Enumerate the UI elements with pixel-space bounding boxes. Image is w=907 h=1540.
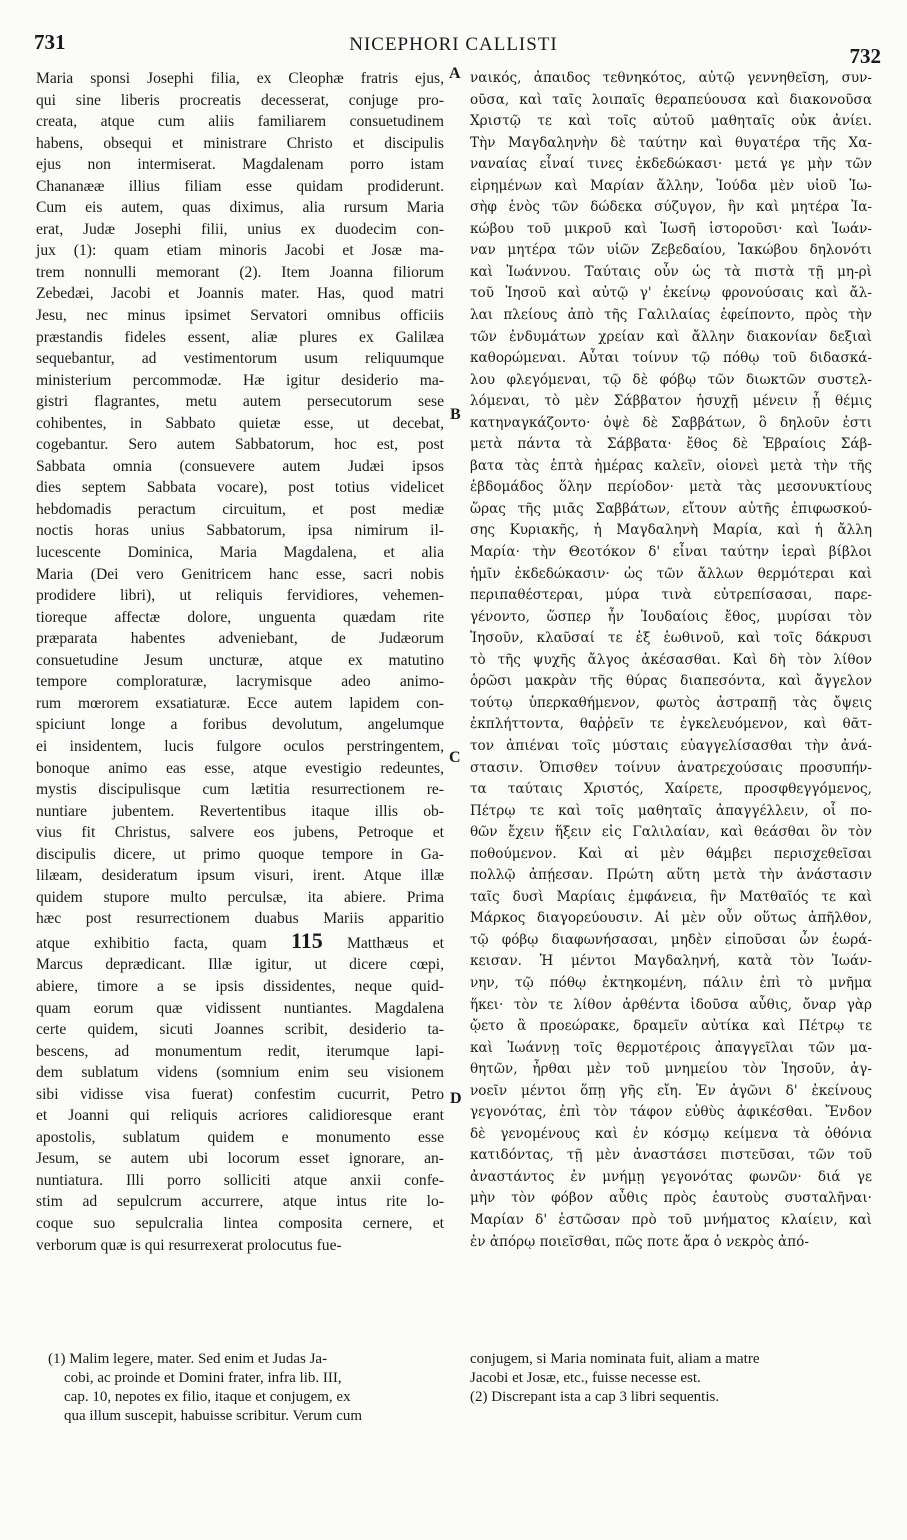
greek-text-line: ἑβδομάδος ὅλην περίοδον· μετὰ τὰς μεσονυκτίους: [470, 479, 872, 496]
greek-text-line: πολλῷ ἀπῄεσαν. Πρώτη αὕτη μετὰ τὴν ἀνάστασιν: [470, 867, 872, 884]
greek-text-line: ἥκει· τὸν τε λίθον ἀρθέντα ἰδοῦσα αὖθις, ὄναρ γὰρ: [470, 996, 872, 1013]
latin-text-line: bescens, ad monumentum redit, iterumque lapi-: [36, 1042, 444, 1060]
latin-text-line: consuetudine Jesum uncturæ, atque ex matutino: [36, 651, 444, 669]
latin-text-line: bonoque animo eas esse, atque evestigio redeuntes,: [36, 759, 444, 777]
greek-text-line: τούτῳ ὑπερκαθήμενον, φωτὸς ἀστραπῇ τὰς ὄψεις: [470, 694, 872, 711]
greek-text-line: οῦσα, καὶ ταῖς λοιπαῖς θεραπεύουσα καὶ διακονοῦσα: [470, 91, 872, 108]
footnote-line: cap. 10, nepotes ex filio, itaque et conjugem, ex: [64, 1389, 351, 1405]
latin-text-line: præparata habentes adveniebant, de Judæorum: [36, 630, 444, 648]
latin-text-line: lilæam, desideratum ipsum visuri, irent. Atque illæ: [36, 867, 444, 885]
greek-text-line: ἡμῖν ἐκδεδώκασιν· ὡς τῶν ἄλλων θερμότεραι καὶ: [470, 565, 872, 582]
greek-text-line: θητῶν, ἦρθαι μὲν τοῦ μνημείου τὸν Ἰησοῦν, ἀγ-: [470, 1061, 872, 1078]
greek-text-line: κώβου τοῦ μικροῦ καὶ Ἰωσῆ ἱστοροῦσι· καὶ Ἰωάν-: [470, 220, 872, 237]
footnote-line: conjugem, si Maria nominata fuit, aliam a matre: [470, 1351, 760, 1367]
greek-text-line: μετὰ πάντα τὰ Σάββατα· ἔθος δὲ Ἑβραίοις Σάβ-: [470, 436, 872, 453]
greek-text-line: ναναίας εἶναί τινες ἐκδεδώκασι· μετά γε μὴν τῶν: [470, 156, 872, 173]
greek-text-line: γένοντο, ὥσπερ ἦν Ἰουδαίοις ἔθος, μυρίσαι τὸν: [470, 608, 872, 625]
latin-text-line: prodidere libri), ut reliquis fervidiores, vehemen-: [36, 587, 444, 605]
greek-text-line: ναικός, ἀπαιδος τεθνηκότος, αὐτῷ γεννηθεῖση, συν-: [470, 70, 872, 86]
latin-text-line: creata, atque cum aliis familiarem consuetudinem: [36, 113, 444, 131]
greek-text-line: τὸ τῆς ψυχῆς ἄλγος ἀκέσασθαι. Καὶ δὴ τὸν λίθον: [470, 651, 872, 668]
latin-text-line: sequebantur, ad vestimentorum usum reliquumque: [36, 350, 444, 368]
latin-text-line: et Joanni qui reliquis acriores calidioresque erant: [36, 1107, 444, 1125]
greek-text-line: Χριστῷ τε καὶ τοῖς αὐτοῦ μαθηταῖς οὐκ ἀνίει.: [470, 113, 872, 130]
greek-text-line: Μαρία· τὴν Θεοτόκον δ' εἶναι ταύτην ἱεραὶ βίβλοι: [470, 544, 872, 561]
latin-text-line: noctis horas unius Sabbatorum, ipsa nimirum il-: [36, 522, 444, 540]
latin-text-line: verborum quæ is qui resurrexerat prolocutus fue-: [36, 1236, 342, 1254]
latin-text-line: qui sine liberis procreatis decesserat, conjuge pro-: [36, 91, 444, 109]
footnote-line: cobi, ac proinde et Domini frater, infra lib. III,: [64, 1370, 342, 1386]
greek-text-line: Μαρίαν δ' ἑστῶσαν πρὸ τοῦ μνήματος κλαίειν, καὶ: [470, 1211, 872, 1228]
greek-text-line: τα ταύταις Χριστός, Χαίρετε, προσφθεγγόμενος,: [470, 781, 872, 798]
latin-text-line: lucescente Dominica, Maria Magdalena, et alia: [36, 544, 444, 562]
latin-text-line: hæc post resurrectionem duabus Mariis apparitio: [36, 910, 444, 928]
greek-text-line: ταῖς δυσὶ Μαρίαις ἐμφάνεια, ἣν Ματθαῖός τε καὶ: [470, 888, 872, 905]
latin-text-line: tioreque affectæ dolore, unguenta quædam rite: [36, 608, 444, 626]
page-number-right: 732: [849, 44, 881, 68]
footnote-line: (2) Discrepant ista a cap 3 libri sequentis.: [470, 1389, 720, 1405]
greek-text-line: λαι πλείους ἀπὸ τῆς Γαλιλαίας ἐφείποντο, πρὸς τὴν: [470, 307, 872, 324]
greek-text-line: νην, τῷ πόθῳ ἐκτηκομένη, πάλιν ἐπὶ τὸ μνῆμα: [470, 974, 872, 991]
greek-text-line: καὶ Ἰωάννῃ τοῖς θερμοτέροις ἀπαγγεῖλαι τῶν μα-: [470, 1039, 872, 1056]
bold-page-marker: 115: [290, 927, 323, 953]
latin-text-line: cohibentes, in Sabbato quietæ esse, ut decebat,: [36, 414, 444, 432]
latin-text-line: Jesu, nec minus ipsimet Servatori omnibus officiis: [36, 307, 444, 325]
latin-text-line: ministerium percommodæ. Hæ igitur desiderio ma-: [36, 371, 444, 389]
greek-text-line: τοῦ Ἰησοῦ καὶ αὐτῷ γ' ἐκείνῳ φρονούσαις καὶ ἄλ-: [470, 285, 872, 302]
greek-text-line: ὁρῶσι μακρὰν τῆς θύρας διαπεσόντα, καὶ ἄγγελον: [470, 673, 872, 690]
latin-text-line: Maria (Dei vero Genitricem hanc esse, sacri nobis: [36, 565, 444, 583]
page-number-left: 731: [34, 30, 66, 54]
latin-text-line: abiere, timore a se ipsis dissidentes, neque quid-: [36, 977, 444, 995]
greek-text-line: δὲ γενομένους καὶ ἐν κόσμῳ κείμενα τὰ ὀθόνια: [470, 1125, 872, 1142]
latin-text-line: Cum eis autem, quas diximus, alia rursum Maria: [36, 199, 444, 217]
latin-text-line: stim ad sepulcrum accurrere, atque intus rite lo-: [36, 1193, 444, 1211]
latin-text-line: tempore comploraturæ, lacrymisque adeo animo-: [36, 673, 444, 691]
latin-text-line: mystis discipulisque cum lætitia resurrectionem re-: [36, 781, 444, 799]
latin-text-line: vius fit Christus, salvere eos jubens, Petroque et: [36, 824, 444, 842]
latin-text-line: quidem stupore multo perculsæ, ita abiere. Prima: [36, 888, 444, 906]
greek-text-line: τον ἀπιέναι τοῖς μύσταις εὐαγγελίσασθαι τὴν ἀνά-: [470, 737, 872, 754]
latin-text-line: nuntiare jubentem. Revertentibus itaque illis ob-: [36, 802, 444, 820]
latin-text-line: hebdomadis peractum circuitum, et post mediæ: [36, 500, 444, 518]
margin-letter-b: B: [450, 406, 461, 423]
latin-text-line: quam eorum quæ vidissent nuntiantes. Magdalena: [36, 999, 444, 1017]
greek-text-line: νοεῖν μέντοι ὅπῃ γῆς εἴη. Ἐν ἀγῶνι δ' ἐκείνους: [470, 1082, 872, 1099]
greek-text-line: Ἰησοῦν, κλαῦσαί τε ἐξ ἑωθινοῦ, καὶ τοῖς δάκρυσι: [470, 630, 872, 647]
latin-text-line: gistri flagrantes, metu autem persecutorum sese: [36, 393, 444, 411]
greek-text-line: κατηναγκάζοντο· ὀψὲ δὲ Σαββάτων, ὃ δηλοῦν ἐστι: [470, 414, 872, 431]
greek-text-line: εἰρημένων καὶ Μαρίαν ἄλλην, Ἰούδα μὲν υἱοῦ Ἰω-: [470, 177, 872, 194]
greek-text-line: θῶν ἔχειν ἥξειν εἰς Γαλιλαίαν, καὶ θεάσθαι ὃν τὸν: [470, 824, 872, 841]
latin-text-line: ei insidentem, lucis fulgore oculos perstringentem,: [36, 737, 444, 755]
footnote-line: qua illum suscepit, habuisse scribitur. Verum cum: [64, 1408, 363, 1424]
page-header: [0, 30, 907, 68]
greek-text-line: καθορώμεναι. Αὗται τοίνυν τῷ πόθῳ τοῦ διδασκά-: [470, 350, 872, 367]
margin-letter-c: C: [449, 749, 461, 766]
latin-text-line: erat, Judæ Josephi filii, unius ex duodecim con-: [36, 220, 444, 238]
greek-text-line: τῷ φόβῳ διαφωνήσασαι, μηδὲν εἰποῦσαι ὧν ἑωρά-: [470, 931, 872, 948]
greek-text-line: γεγονότας, ἐπὶ τὸν τάφον εὐθὺς ἀφικέσθαι. Ἔνδον: [470, 1104, 872, 1121]
latin-text-line: apostolis, sublatum quidem e monumento esse: [36, 1128, 444, 1146]
greek-text-line: ναν μητέρα τῶν υἱῶν Ζεβεδαίου, Ἰακώβου δηλονότι: [470, 242, 872, 259]
latin-text-line: nuntiatura. Illi porro solliciti atque anxii confe-: [36, 1171, 444, 1189]
greek-text-line: ἐκπλήττοντα, θαῤῥεῖν τε ἐγκελευόμενον, καὶ θᾶτ-: [470, 716, 872, 733]
latin-text-line: Zebedæi, Jacobi et Joannis mater. Has, quod matri: [36, 285, 444, 303]
latin-text-line: Marcus deprædicant. Illæ igitur, ut dicere cœpi,: [36, 956, 444, 974]
latin-text-line: habens, obsequi et ministrare Christo et discipulis: [36, 134, 444, 152]
greek-text-line: κεισαν. Ἡ μέντοι Μαγδαληνή, κατὰ τὸν Ἰωάν-: [470, 953, 872, 970]
running-title: NICEPHORI CALLISTI: [349, 34, 558, 55]
latin-text-line: Maria sponsi Josephi filia, ex Cleophæ fratris ejus,: [36, 70, 444, 87]
greek-text-line: Πέτρῳ τε καὶ τοῖς μαθηταῖς ἀπαγγέλλειν, οἷ πο-: [470, 802, 872, 819]
latin-text-line: discipulis dicere, ut primo quoque tempore in Ga-: [36, 845, 444, 863]
latin-text-line: sibi vidisse visa fuerat) confestim cucurrit, Petro: [36, 1085, 444, 1103]
greek-column: [470, 68, 872, 1253]
latin-text-line: cogebantur. Sero autem Sabbatorum, hoc est, post: [36, 436, 444, 454]
greek-text-line: στασιν. Ὀπισθεν τοίνυν ἀνατρεχούσαις προσυπήν-: [470, 759, 872, 776]
greek-text-line: ποθούμενον. Καὶ αἱ μὲν θάμβει περισχεθεῖσαι: [470, 845, 872, 862]
greek-text-line: λου φλεγόμεναι, τῷ δὲ φόβῳ τῶν διωκτῶν συστελ-: [470, 371, 872, 388]
latin-column: [36, 68, 444, 1256]
greek-text-line: μὴν τὸν φόβον αὖθις πρὸς ἑαυτοὺς συσταλῆναι·: [470, 1190, 872, 1207]
latin-text-line: jux (1): quam etiam minoris Jacobi et Josæ ma-: [36, 242, 444, 260]
latin-text-line: Chananææ illius filiam esse quidam prodiderunt.: [36, 177, 444, 195]
greek-text-line: τῶν ἐνδυμάτων χρείαν καὶ ἄλλην διακονίαν δεξιαὶ: [470, 328, 872, 345]
margin-letter-d: D: [450, 1090, 462, 1107]
footnotes-left: [48, 1350, 443, 1426]
latin-text-line: Jesum, se autem ubi locorum esset ignorare, an-: [36, 1150, 444, 1168]
latin-text-line: præstandis fideles essent, aliæ plures ex Galilæa: [36, 328, 444, 346]
greek-text-line: ἀναστάντος ἐν μνήμῃ γεγονότας φωνῶν· διά γε: [470, 1168, 872, 1185]
greek-text-line: βατα τὰς ἑπτὰ ἡμέρας καλεῖν, οἱονεὶ μετὰ τὴν τῆς: [470, 457, 872, 474]
latin-text-line: dem sublatum videns (somnium enim seu visionem: [36, 1064, 444, 1082]
latin-text-line: trem nonnulli memorant (2). Item Joanna filiorum: [36, 263, 444, 281]
latin-text-line: rum mœrorem exsatiaturæ. Ecce autem lapidem con-: [36, 694, 444, 712]
greek-text-line: Μάρκος διαγορεύουσιν. Αἱ μὲν οὖν οὕτως ἀπῆλθον,: [470, 910, 872, 927]
latin-text-line: ejus non intermiserat. Magdalenam porro istam: [36, 156, 444, 174]
footnote-line: (1) Malim legere, mater. Sed enim et Judas Ja-: [48, 1351, 328, 1367]
greek-text-line: σὴφ ἑνὸς τῶν δώδεκα σύζυγον, ἣν καὶ μητέρα Ἰα-: [470, 199, 872, 216]
footnotes-right: [470, 1350, 872, 1407]
latin-text-line: coque suo sepulcralia lintea composita cernere, et: [36, 1214, 444, 1232]
greek-text-line: ὥρας τῆς μιᾶς Σαββάτων, εἴτουν αὐτῆς ἐπιφωσκού-: [470, 500, 872, 517]
latin-text-line: dies septem Sabbata vocare), post totius videlicet: [36, 479, 444, 497]
greek-text-line: σης Κυριακῆς, ἡ Μαγδαληνὴ Μαρία, καὶ ἡ ἄλλη: [470, 522, 872, 539]
greek-text-line: κατιδόντας, τῇ μὲν ἀναστάσει πιστεῦσαι, τῶν τοῦ: [470, 1147, 872, 1164]
greek-text-line: ᾤετο ἂ προεώρακε, δραμεῖν αὐτίκα καὶ Πέτρῳ τε: [470, 1018, 872, 1035]
latin-text-line: certe quidem, sicuti Joannes scribit, desiderio ta-: [36, 1021, 444, 1039]
latin-text-line: atque exhibitio facta, quam 115 Matthæus et: [36, 927, 444, 953]
latin-text-line: Sabbata omnia (consuevere autem Judæi ipsos: [36, 457, 444, 475]
margin-letter-a: A: [449, 65, 461, 82]
latin-text-line: spiciunt longe a foribus devolutum, angelumque: [36, 716, 444, 734]
footnote-line: Jacobi et Josæ, etc., fuisse necesse est.: [470, 1370, 701, 1386]
greek-text-line: καὶ Ἰωάννου. Ταύταις οὖν ὡς τὰ πιστὰ τῇ μη-ρὶ: [470, 263, 872, 280]
greek-text-line: λόμεναι, τὸ μὲν Σάββατον ἡσυχῇ μένειν ᾗ θέμις: [470, 393, 872, 410]
greek-text-line: περιπαθέστεραι, μύρα τινὰ εὐτρεπίσασαι, παρε-: [470, 587, 872, 604]
greek-text-line: Τὴν Μαγδαληνὴν δὲ ταύτην καὶ θυγατέρα τῆς Χα-: [470, 134, 872, 151]
greek-text-line: ἐν ἀπόρῳ ποιεῖσθαι, πῶς ποτε ἄρα ὁ νεκρὸς ἀπό-: [470, 1233, 809, 1250]
